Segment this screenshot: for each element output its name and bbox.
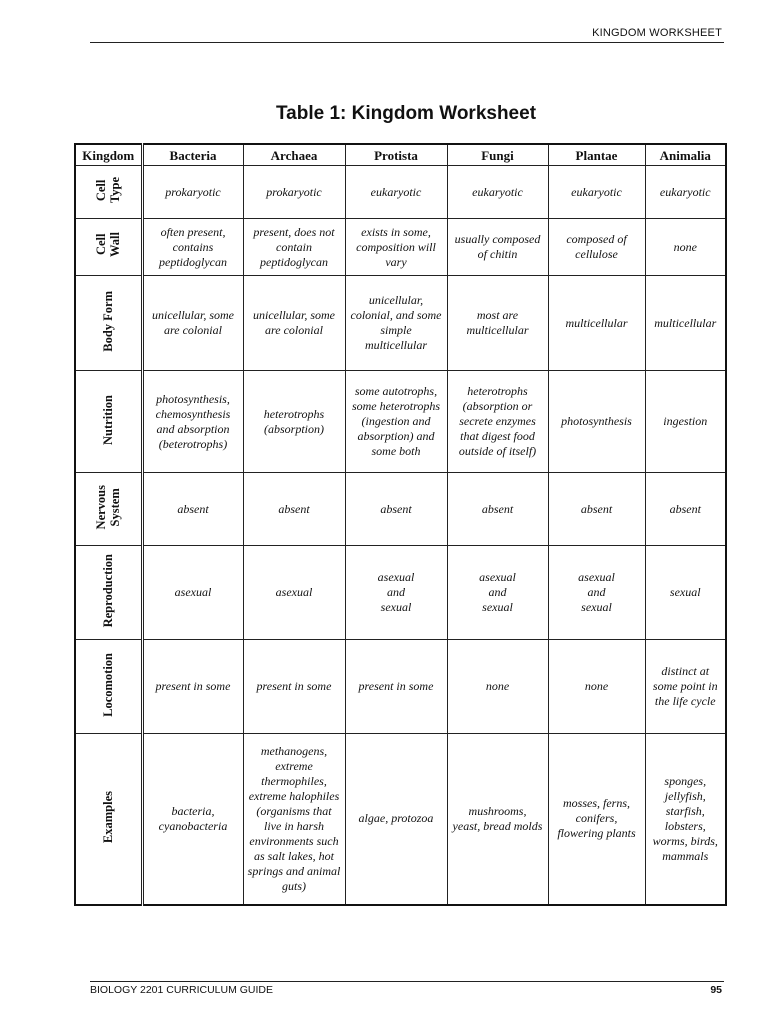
table-cell-examples-protista	[345, 734, 447, 905]
column-header-bacteria: Bacteria	[142, 144, 243, 166]
table-cell-reproduction-plantae	[548, 546, 645, 640]
cell-text: multicellular	[654, 315, 717, 330]
cell-text: none	[485, 679, 510, 693]
cell-text: unicellular, colonial, and some simple multicellular	[350, 293, 442, 352]
cell-text: sponges, jellyfish, starfish, lobsters, worms, birds, mammals	[652, 773, 718, 863]
column-header-animalia: Animalia	[645, 144, 726, 166]
cell-text: most are multicellular	[466, 308, 529, 337]
table-cell-nervous-system-plantae	[548, 473, 645, 546]
cell-text: multicellular	[565, 315, 628, 330]
cell-text: absent	[177, 501, 209, 516]
cell-text: asexual and sexual	[377, 570, 415, 614]
cell-text: bacteria, cyanobacteria	[158, 803, 228, 833]
running-header: KINGDOM WORKSHEET	[592, 27, 722, 39]
row-label-cell-wall	[75, 219, 142, 276]
cell-text: exists in some, composition will vary	[356, 224, 436, 269]
table-cell-nervous-system-animalia	[645, 473, 726, 546]
page-title: Table 1: Kingdom Worksheet	[275, 103, 537, 124]
table-header-row	[75, 144, 726, 166]
cell-text: mushrooms, yeast, bread molds	[452, 803, 543, 833]
kingdom-table	[74, 143, 727, 906]
table-cell-nutrition-plantae	[548, 371, 645, 473]
table-cell-cell-type-animalia	[645, 166, 726, 219]
table-row-nutrition	[75, 371, 726, 473]
table-row-nervous-system	[75, 473, 726, 546]
cell-text: prokaryotic	[266, 184, 322, 199]
table-cell-examples-animalia	[645, 734, 726, 905]
cell-text: none	[584, 679, 609, 693]
row-label-body-form	[75, 276, 142, 371]
table-cell-nutrition-fungi	[447, 371, 548, 473]
table-cell-locomotion-animalia	[645, 640, 726, 734]
cell-text: present, does not contain peptidoglycan	[253, 224, 335, 269]
page-number: 95	[710, 984, 722, 996]
cell-text: eukaryotic	[571, 184, 622, 199]
cell-text: none	[673, 239, 697, 254]
table-row-reproduction	[75, 546, 726, 640]
table-cell-body-form-bacteria	[142, 276, 243, 371]
table-cell-nutrition-animalia	[645, 371, 726, 473]
cell-text: sexual	[669, 585, 701, 599]
cell-text: asexual and sexual	[578, 570, 615, 614]
row-label-examples	[75, 734, 142, 905]
table-row-examples	[75, 734, 726, 905]
row-label-cell-type	[75, 166, 142, 219]
cell-text: unicellular, some are colonial	[152, 308, 234, 337]
row-label-text: Examples	[101, 790, 116, 843]
cell-text: photosynthesis	[561, 414, 632, 428]
table-row-locomotion	[75, 640, 726, 734]
table-cell-reproduction-protista	[345, 546, 447, 640]
cell-text: asexual	[275, 585, 313, 599]
cell-text: heterotrophs (absorption or secrete enzymes that digest food outside of itself)	[458, 384, 537, 458]
cell-text: methanogens, extreme thermophiles, extreme halophiles (organisms that live in harsh environments such as salt lakes, hot springs and animal guts)	[247, 743, 341, 893]
cell-text: eukaryotic	[370, 184, 422, 199]
table-cell-body-form-fungi	[447, 276, 548, 371]
table-row-cell-type	[75, 166, 726, 219]
cell-text: asexual and sexual	[479, 570, 516, 614]
table-cell-locomotion-archaea	[243, 640, 345, 734]
cell-text: present in some	[155, 679, 231, 693]
table-cell-cell-type-protista	[345, 166, 447, 219]
table-cell-cell-wall-plantae	[548, 219, 645, 276]
row-label-text: Nervous System	[94, 484, 123, 530]
table-cell-cell-type-archaea	[243, 166, 345, 219]
table-cell-locomotion-fungi	[447, 640, 548, 734]
table-row-cell-wall	[75, 219, 726, 276]
table-cell-reproduction-animalia	[645, 546, 726, 640]
cell-text: algae, protozoa	[358, 811, 434, 826]
cell-text: prokaryotic	[165, 184, 221, 199]
table-cell-nutrition-protista	[345, 371, 447, 473]
table-cell-cell-wall-fungi	[447, 219, 548, 276]
row-label-text: Cell Type	[94, 176, 123, 204]
table-cell-nervous-system-fungi	[447, 473, 548, 546]
row-label-text: Reproduction	[101, 553, 116, 628]
table-cell-reproduction-fungi	[447, 546, 548, 640]
table-cell-reproduction-archaea	[243, 546, 345, 640]
table-cell-examples-plantae	[548, 734, 645, 905]
cell-text: ingestion	[663, 414, 708, 428]
table-cell-body-form-archaea	[243, 276, 345, 371]
table-cell-locomotion-protista	[345, 640, 447, 734]
row-label-text: Locomotion	[101, 652, 116, 717]
table-cell-nutrition-bacteria	[142, 371, 243, 473]
cell-text: photosynthesis, chemosynthesis and absorption (beterotrophs)	[155, 391, 231, 451]
table-cell-cell-wall-archaea	[243, 219, 345, 276]
cell-text: usually composed of chitin	[454, 232, 541, 261]
cell-text: heterotrophs (absorption)	[263, 406, 325, 436]
footer-rule	[90, 981, 724, 982]
table-cell-body-form-plantae	[548, 276, 645, 371]
table-row-body-form	[75, 276, 726, 371]
cell-text: absent	[481, 501, 514, 516]
cell-text: eukaryotic	[472, 184, 523, 199]
table-cell-cell-wall-animalia	[645, 219, 726, 276]
table-cell-cell-type-plantae	[548, 166, 645, 219]
table-cell-cell-type-fungi	[447, 166, 548, 219]
row-label-text: Nutrition	[101, 394, 116, 445]
table-cell-cell-wall-bacteria	[142, 219, 243, 276]
cell-text: absent	[380, 501, 412, 516]
cell-text: asexual	[174, 585, 212, 599]
cell-text: absent	[278, 501, 310, 516]
row-label-text: Body Form	[101, 290, 116, 352]
table-cell-reproduction-bacteria	[142, 546, 243, 640]
row-label-locomotion	[75, 640, 142, 734]
cell-text: often present, contains peptidoglycan	[159, 224, 227, 269]
column-header-fungi: Fungi	[447, 144, 548, 166]
column-header-plantae: Plantae	[548, 144, 645, 166]
cell-text: unicellular, some are colonial	[253, 308, 335, 337]
cell-text: eukaryotic	[659, 184, 711, 199]
table-cell-examples-archaea	[243, 734, 345, 905]
row-label-nervous-system	[75, 473, 142, 546]
table-cell-nervous-system-bacteria	[142, 473, 243, 546]
table-cell-locomotion-bacteria	[142, 640, 243, 734]
table-cell-nervous-system-protista	[345, 473, 447, 546]
header-rule	[90, 42, 724, 43]
row-label-text: Cell Wall	[94, 232, 123, 258]
table-cell-examples-fungi	[447, 734, 548, 905]
cell-text: mosses, ferns, conifers, flowering plants	[557, 796, 636, 841]
cell-text: present in some	[358, 679, 434, 693]
row-label-nutrition	[75, 371, 142, 473]
table-cell-body-form-protista	[345, 276, 447, 371]
cell-text: distinct at some point in the life cycle	[652, 664, 718, 708]
table-cell-cell-wall-protista	[345, 219, 447, 276]
column-header-archaea: Archaea	[243, 144, 345, 166]
table-cell-cell-type-bacteria	[142, 166, 243, 219]
footer-title: BIOLOGY 2201 CURRICULUM GUIDE	[90, 984, 274, 996]
column-header-protista: Protista	[345, 144, 447, 166]
corner-header: Kingdom	[75, 144, 142, 166]
cell-text: some autotrophs, some heterotrophs (ingestion and absorption) and some both	[351, 384, 441, 458]
table-cell-examples-bacteria	[142, 734, 243, 905]
table-cell-locomotion-plantae	[548, 640, 645, 734]
table-cell-nervous-system-archaea	[243, 473, 345, 546]
cell-text: composed of cellulose	[566, 232, 627, 261]
cell-text: present in some	[256, 679, 332, 693]
row-label-reproduction	[75, 546, 142, 640]
cell-text: absent	[669, 501, 701, 516]
table-cell-body-form-animalia	[645, 276, 726, 371]
table-cell-nutrition-archaea	[243, 371, 345, 473]
cell-text: absent	[580, 501, 613, 516]
